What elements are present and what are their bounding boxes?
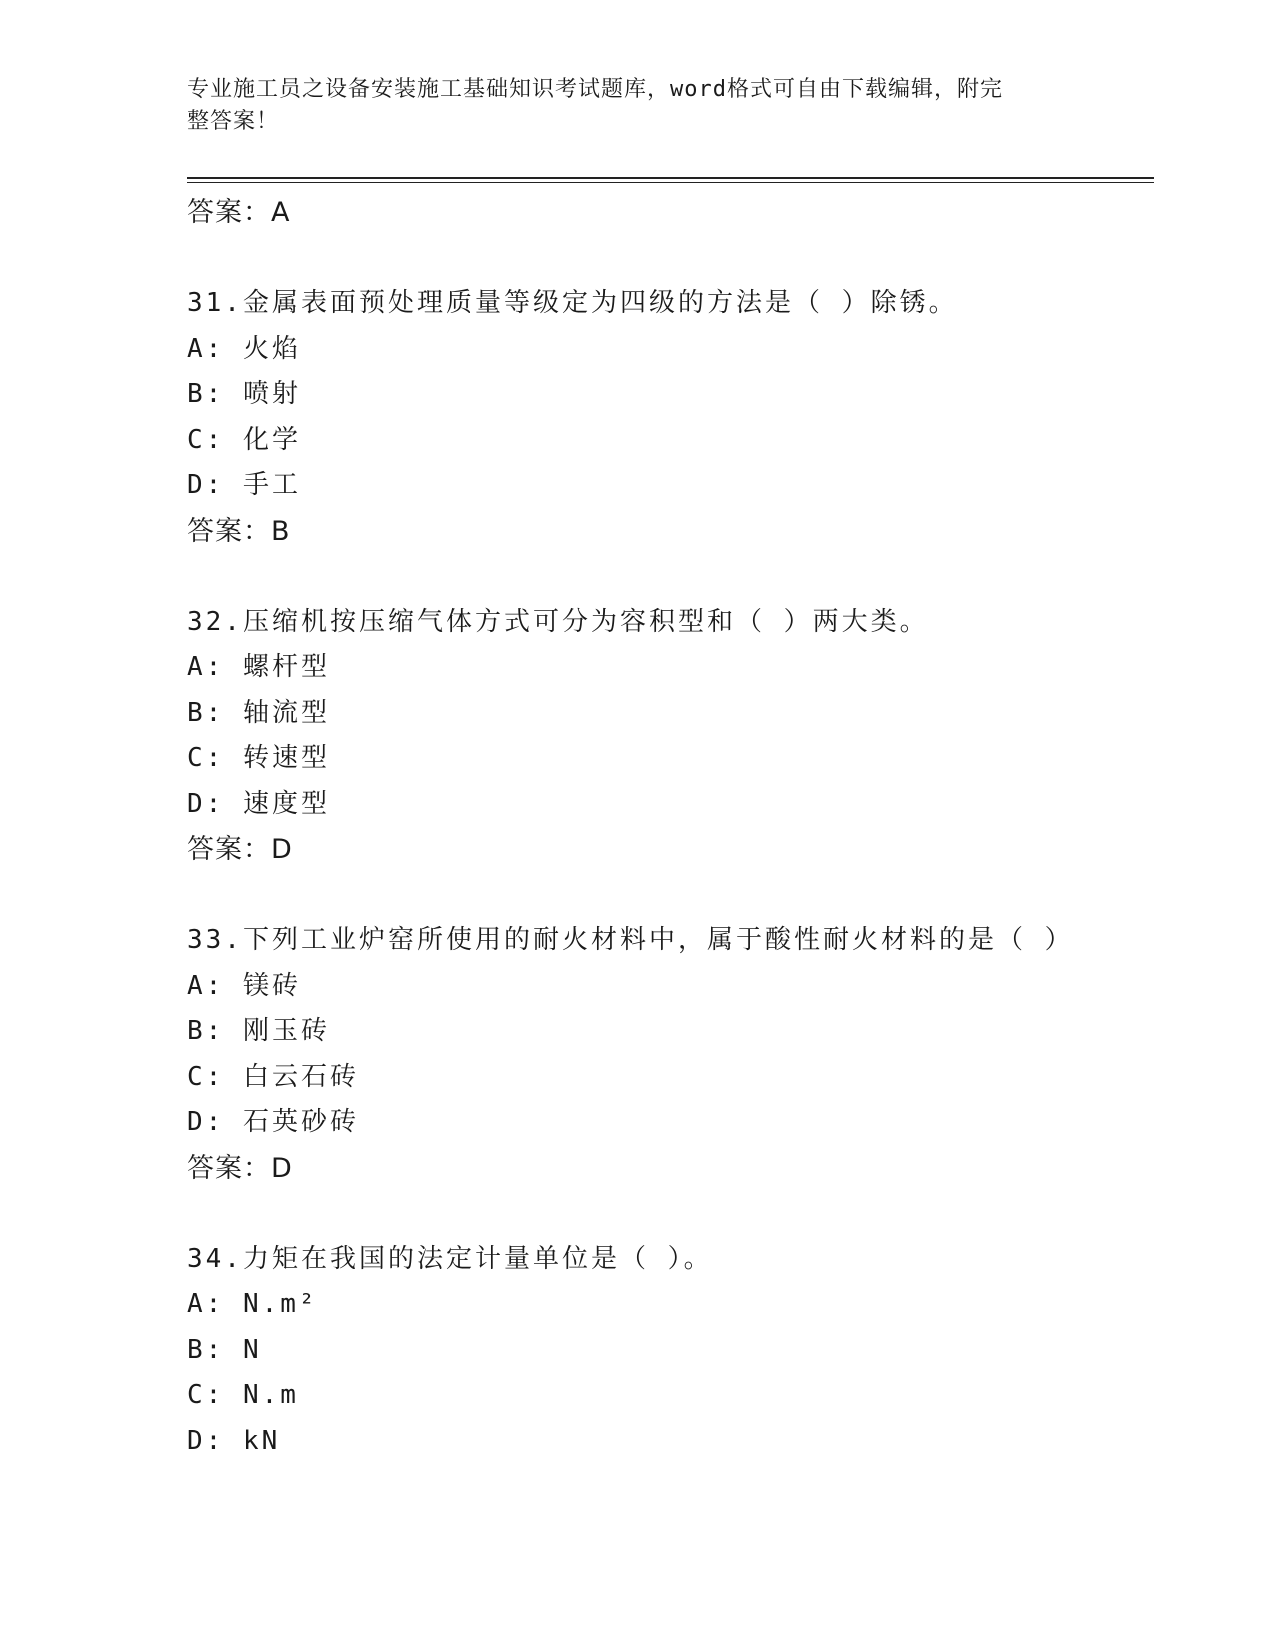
- spacer: [187, 236, 1137, 282]
- option-a: A: 火焰: [187, 333, 301, 364]
- option-d: D: 手工: [187, 470, 301, 500]
- option-b: B: 喷射: [187, 379, 301, 409]
- option-a: A: 镁砖: [187, 970, 301, 1001]
- answer-line: 答案：D: [187, 1152, 293, 1184]
- question-block: [187, 600, 1137, 873]
- spacer: [187, 1191, 1137, 1237]
- spacer: [187, 873, 1137, 919]
- question-block: [187, 281, 1137, 554]
- document-header: [187, 74, 1087, 138]
- option-d: D: 石英砂砖: [187, 1107, 359, 1137]
- answer-line: 答案：D: [187, 834, 293, 865]
- option-a: A: 螺杆型: [187, 652, 330, 682]
- question-text: 32.压缩机按压缩气体方式可分为容积型和（ ）两大类。: [187, 606, 929, 637]
- option-c: C: 化学: [187, 424, 301, 455]
- option-d: D: 速度型: [187, 788, 330, 819]
- question-block: [187, 1237, 1137, 1465]
- option-b: B: 刚玉砖: [187, 1016, 330, 1046]
- option-c: C: N.m: [187, 1380, 299, 1410]
- header-divider-thick: [187, 177, 1154, 179]
- question-text: 33.下列工业炉窑所使用的耐火材料中，属于酸性耐火材料的是（ ）: [187, 925, 1074, 955]
- option-b: B: N: [187, 1334, 262, 1365]
- question-list: [187, 190, 1137, 1464]
- option-b: B: 轴流型: [187, 697, 330, 728]
- question-text: 34.力矩在我国的法定计量单位是（ ）。: [187, 1243, 713, 1274]
- header-line-2: 整答案！: [187, 109, 280, 134]
- option-a: A: N.m²: [187, 1289, 318, 1319]
- answer-line: 答案：B: [187, 515, 291, 547]
- answer-line: 答案：A: [187, 197, 291, 228]
- spacer: [187, 554, 1137, 600]
- option-c: C: 转速型: [187, 743, 330, 773]
- question-block: [187, 918, 1137, 1191]
- question-text: 31.金属表面预处理质量等级定为四级的方法是（ ）除锈。: [187, 288, 958, 318]
- option-c: C: 白云石砖: [187, 1061, 359, 1092]
- header-divider-thin: [187, 182, 1154, 183]
- option-d: D: kN: [187, 1425, 281, 1456]
- header-line-1: 专业施工员之设备安装施工基础知识考试题库，word格式可自由下载编辑，附完: [187, 77, 1003, 102]
